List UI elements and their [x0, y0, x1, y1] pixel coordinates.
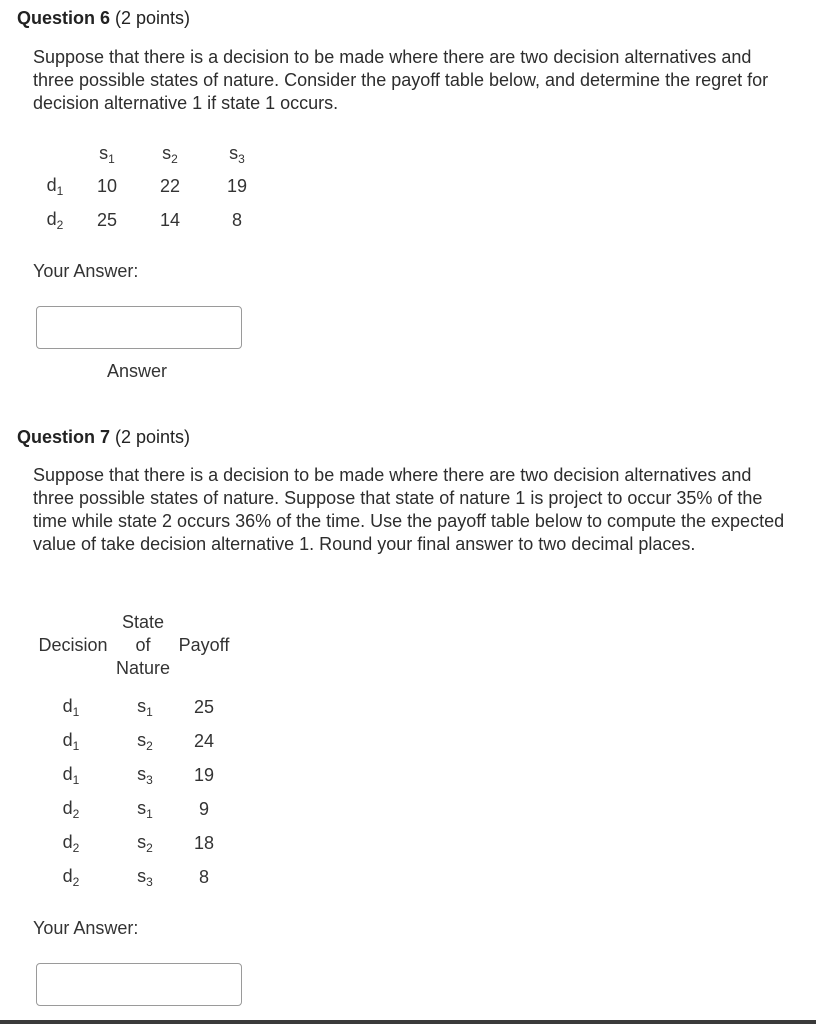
q6-cell: 10	[96, 176, 118, 196]
question-6-answer-button[interactable]: Answer	[107, 361, 168, 381]
bottom-divider	[0, 1020, 816, 1024]
q7-row-decision: $d_1$	[62, 730, 80, 753]
q7-row-payoff: 25	[193, 697, 215, 717]
q7-header-payoff: Payoff	[178, 635, 230, 655]
question-6-answer-input[interactable]	[36, 306, 242, 349]
question-6-points: (2 points)	[110, 8, 191, 28]
q7-row-state: $s_2$	[137, 730, 153, 753]
q7-row-decision: $d_2$	[62, 866, 80, 889]
question-6-text: Suppose that there is a decision to be made where there are two decision alternatives and three possible states of nature. Consider the payoff table below, and determine the regret for decision alternative 1 if state 1 occurs.	[33, 47, 769, 113]
q7-header-state-line2: of	[135, 635, 151, 655]
q7-row-payoff: 9	[198, 799, 209, 819]
question-7-number: Question 7	[17, 427, 111, 447]
q7-row-state: $s_1$	[137, 696, 153, 719]
question-6-title	[17, 8, 190, 29]
q7-header-decision: Decision	[38, 635, 108, 655]
q7-row-payoff: 24	[193, 731, 215, 751]
q6-cell: 22	[159, 176, 181, 196]
q6-row-label-d1: $d_1$	[46, 175, 64, 198]
q6-row-label-d2: $d_2$	[46, 209, 64, 232]
q7-row-state: $s_1$	[137, 798, 153, 821]
q6-cell: 25	[96, 210, 118, 230]
q6-col-header-s1: $s_1$	[99, 143, 115, 166]
q7-row-decision: $d_2$	[62, 832, 80, 855]
q6-col-header-s3: $s_3$	[229, 143, 245, 166]
question-7-answer-label: Your Answer:	[33, 918, 139, 938]
question-7-title	[17, 427, 190, 448]
q7-row-state: $s_2$	[137, 832, 153, 855]
q7-row-payoff: 18	[193, 833, 215, 853]
q7-row-payoff: 8	[198, 867, 209, 887]
q6-col-header-s2: $s_2$	[162, 143, 178, 166]
question-6-answer-label: Your Answer:	[33, 261, 139, 281]
question-6-number: Question 6	[17, 8, 111, 28]
q6-cell: 19	[226, 176, 248, 196]
q7-row-decision: $d_1$	[62, 696, 80, 719]
q7-row-decision: $d_1$	[62, 764, 80, 787]
q7-header-state-line1: State	[121, 612, 165, 632]
question-7-points: (2 points)	[110, 427, 191, 447]
q7-header-state-line3: Nature	[115, 658, 171, 678]
q7-row-state: $s_3$	[137, 866, 153, 889]
q6-cell: 8	[231, 210, 242, 230]
q7-row-decision: $d_2$	[62, 798, 80, 821]
q7-row-payoff: 19	[193, 765, 215, 785]
q7-row-state: $s_3$	[137, 764, 153, 787]
question-7-answer-input[interactable]	[36, 963, 242, 1006]
q6-cell: 14	[159, 210, 181, 230]
question-7-text: Suppose that there is a decision to be made where there are two decision alternatives and three possible states of nature. Suppose that state of nature 1 is project to occur 35% of the time while state 2 occurs 36% of the time. Use the payoff table below to compute the expected value of take decision alternative 1. Round your final answer to two decimal places.	[33, 465, 785, 554]
